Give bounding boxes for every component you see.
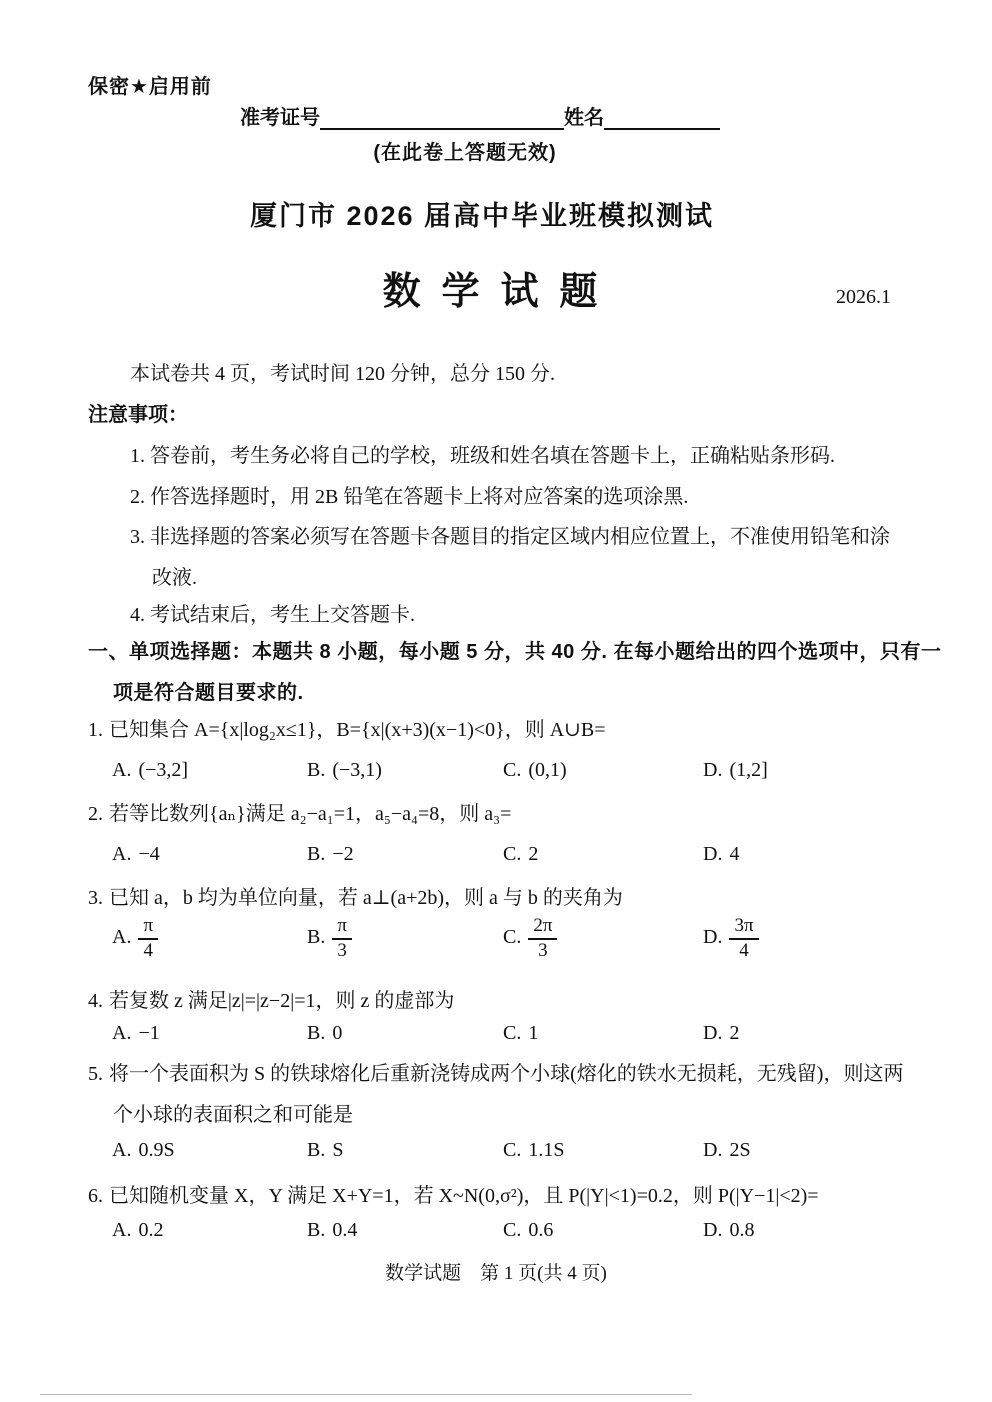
option-4b: B. 0 <box>307 1021 343 1044</box>
fraction: $\frac{3\pi}{4}$ <box>729 916 758 961</box>
question-2-options <box>112 842 972 866</box>
question-4-number: 4. <box>88 990 103 1012</box>
subject-title: 数学试题 <box>382 271 619 313</box>
option-5b: B. S <box>307 1138 344 1161</box>
security-notice: 保密★启用前 <box>88 76 212 98</box>
option-1b: B. (−3,1) <box>307 758 382 781</box>
note-3-line2: 改液. <box>152 567 197 589</box>
option-4d: D. 2 <box>703 1021 740 1044</box>
exam-title: 厦门市 2026 届高中毕业班模拟测试 <box>249 201 715 231</box>
question-5-options <box>112 1138 972 1162</box>
section-1-heading-line2: 项是符合题目要求的. <box>113 682 304 704</box>
question-5-stem-line2: 个小球的表面积之和可能是 <box>113 1104 353 1126</box>
question-3-options <box>112 916 972 961</box>
option-3b: B. $\frac{\pi}{3}$ <box>307 916 503 961</box>
question-4-text: 若复数 z 满足|z|=|z−2|=1，则 z 的虚部为 <box>109 990 455 1012</box>
question-3-number: 3. <box>88 887 103 909</box>
question-2-stem <box>88 797 511 826</box>
notes-heading: 注意事项： <box>88 404 188 426</box>
fraction: $\frac{\pi}{4}$ <box>138 916 158 961</box>
question-4-stem <box>88 984 454 1013</box>
question-3-text: 已知 a，b 均为单位向量，若 a⊥(a+2b)，则 a 与 b 的夹角为 <box>109 887 623 909</box>
name-blank <box>604 108 720 130</box>
question-6-text: 已知随机变量 X，Y 满足 X+Y=1，若 X~N(0,σ²)，且 P(|Y|<1)=0.2，则 P(|Y−1|<2)= <box>109 1185 819 1207</box>
page-footer: 数学试题 第 1 页(共 4 页) <box>385 1263 607 1284</box>
option-6b: B. 0.4 <box>307 1218 358 1241</box>
note-3-line1: 3. 非选择题的答案必须写在答题卡各题目的指定区域内相应位置上，不准使用铅笔和涂 <box>130 526 890 548</box>
paper-info: 本试卷共 4 页，考试时间 120 分钟，总分 150 分. <box>130 363 555 385</box>
option-5a: A. 0.9S <box>112 1138 175 1161</box>
option-5d: D. 2S <box>703 1138 751 1161</box>
option-6d: D. 0.8 <box>703 1218 755 1241</box>
exam-date: 2026.1 <box>836 286 891 308</box>
question-4-options <box>112 1021 972 1045</box>
option-4a: A. −1 <box>112 1021 160 1044</box>
question-5-stem-line1 <box>88 1057 903 1086</box>
option-2c: C. 2 <box>503 842 539 865</box>
option-2b: B. −2 <box>307 842 354 865</box>
option-2d: D. 4 <box>703 842 740 865</box>
question-5-text: 将一个表面积为 S 的铁球熔化后重新浇铸成两个小球(熔化的铁水无损耗，无残留)，则这两 <box>109 1063 904 1085</box>
option-1c: C. (0,1) <box>503 758 567 781</box>
question-1-options <box>112 758 972 782</box>
option-1a: A. (−3,2] <box>112 758 189 781</box>
question-6-options <box>112 1218 972 1242</box>
regno-blank <box>320 108 564 130</box>
option-3d: D. $\frac{3\pi}{4}$ <box>703 916 863 961</box>
candidate-info-row <box>240 101 720 130</box>
option-3a: A. $\frac{\pi}{4}$ <box>112 916 307 961</box>
question-2-text: 若等比数列{aₙ}满足 a₂−a₁=1，a₅−a₄=8，则 a₃= <box>109 803 512 825</box>
option-2a: A. −4 <box>112 842 160 865</box>
invalid-answer-notice: (在此卷上答题无效) <box>373 142 557 164</box>
question-3-stem <box>88 881 623 910</box>
option-6a: A. 0.2 <box>112 1218 164 1241</box>
question-5-number: 5. <box>88 1063 103 1085</box>
section-1-heading-line1: 一、单项选择题：本题共 8 小题，每小题 5 分，共 40 分. 在每小题给出的四个选项中，只有一 <box>88 641 942 663</box>
option-1d: D. (1,2] <box>703 758 768 781</box>
option-3c: C. $\frac{2\pi}{3}$ <box>503 916 703 961</box>
regno-label: 准考证号 <box>240 107 320 129</box>
fraction: $\frac{\pi}{3}$ <box>332 916 352 961</box>
option-4c: C. 1 <box>503 1021 539 1044</box>
note-2: 2. 作答选择题时，用 2B 铅笔在答题卡上将对应答案的选项涂黑. <box>130 486 689 508</box>
option-6c: C. 0.6 <box>503 1218 554 1241</box>
fraction: $\frac{2\pi}{3}$ <box>528 916 557 961</box>
question-1-text: 已知集合 A={x|log₂x≤1}，B={x|(x+3)(x−1)<0}，则 A∪B= <box>109 719 606 741</box>
note-1: 1. 答卷前，考生务必将自己的学校，班级和姓名填在答题卡上，正确粘贴条形码. <box>130 445 835 467</box>
question-1-stem <box>88 713 606 742</box>
question-1-number: 1. <box>88 719 103 741</box>
question-6-number: 6. <box>88 1185 103 1207</box>
note-4: 4. 考试结束后，考生上交答题卡. <box>130 604 415 626</box>
name-label: 姓名 <box>564 107 604 129</box>
question-2-number: 2. <box>88 803 103 825</box>
option-5c: C. 1.1S <box>503 1138 565 1161</box>
bottom-rule <box>40 1394 692 1395</box>
question-6-stem <box>88 1179 819 1208</box>
